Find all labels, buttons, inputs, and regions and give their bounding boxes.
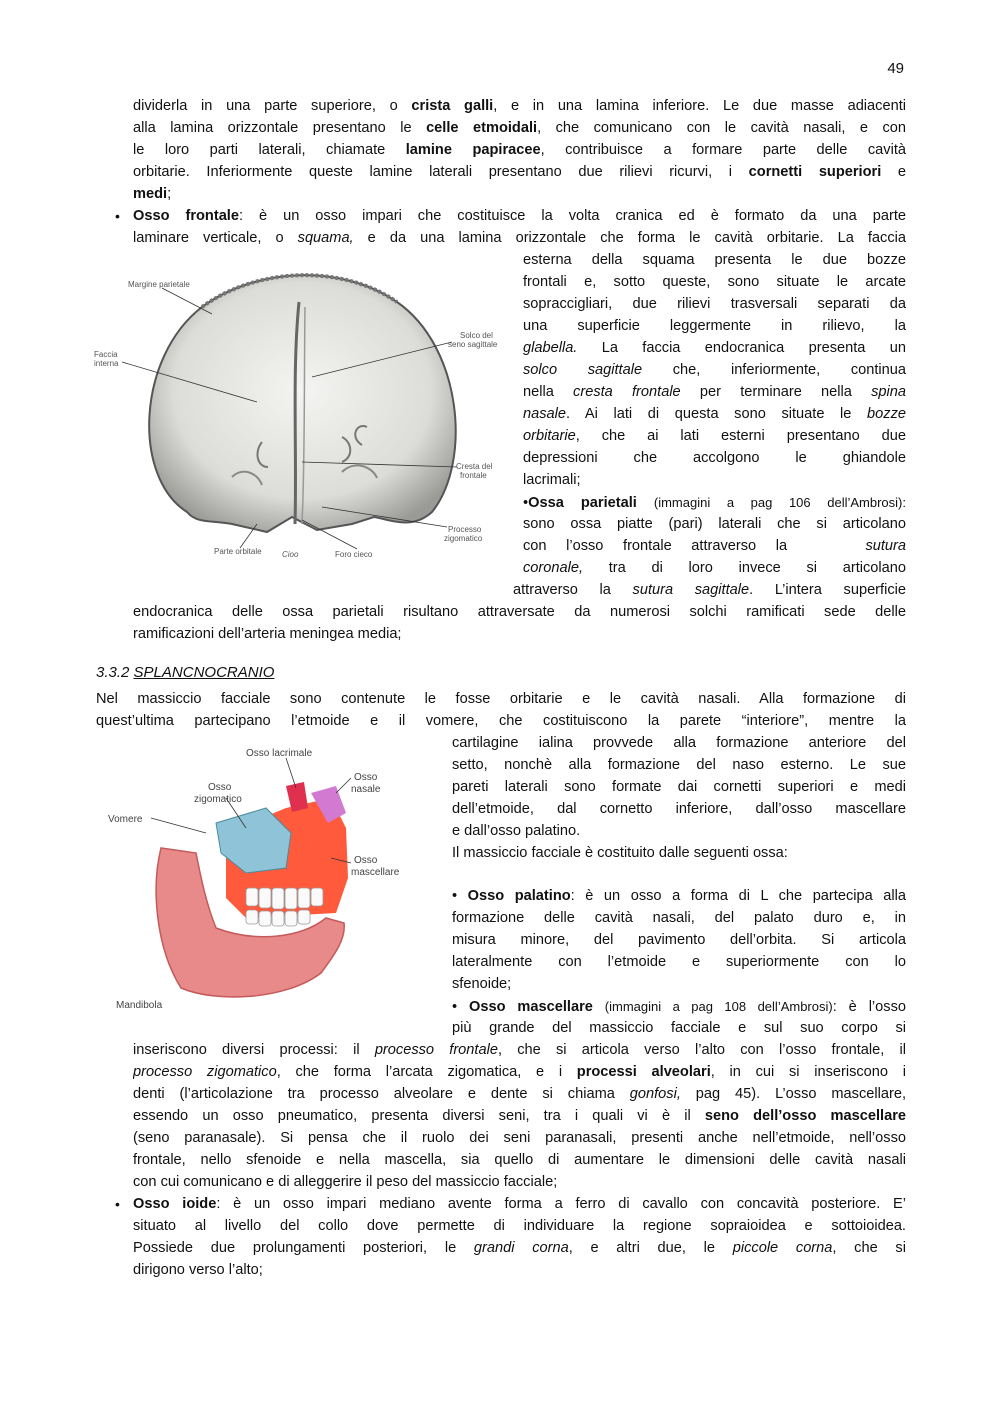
text-line: frontale, nello sfenoide e nella mascella, sia quello di aumentare le dimensioni delle cavità nasali (133, 1152, 906, 1168)
artist-signature: Cioo (282, 550, 299, 559)
text-line: una superficie leggermente in rilievo, la (523, 318, 906, 334)
text-line: solco sagittale che, inferiormente, continua (523, 362, 906, 378)
text-line: esterna della squama presenta le due bozze (523, 252, 906, 268)
text-line: processo zigomatico, che forma l’arcata zigomatica, e i processi alveolari, in cui si inseriscono i (133, 1064, 906, 1080)
text-line: depressioni che accolgono le ghiandole (523, 450, 906, 466)
label-zigomatico: zigomatico (194, 794, 242, 805)
text-line: glabella. La faccia endocranica presenta un (523, 340, 906, 356)
section-number: 3.3.2 (96, 664, 130, 681)
text-line: nella cresta frontale per terminare nella spina (523, 384, 906, 400)
page-number: 49 (887, 60, 904, 77)
text-line: Nel massiccio facciale sono contenute le fosse orbitarie e le cavità nasali. Alla formazione di (96, 691, 906, 707)
label-osso-masc: Osso (354, 855, 378, 866)
text-line: inseriscono diversi processi: il processo frontale, che si articola verso l’alto con l’osso frontale, il (133, 1042, 906, 1058)
label-zigomatico: zigomatico (444, 534, 483, 543)
text-line: frontali e, sotto queste, sono situate le arcate (523, 274, 906, 290)
text-line: (seno paranasale). Si pensa che il ruolo dei seni paranasali, presenti anche nell’etmoide, nell’osso (133, 1130, 906, 1146)
text-line: laminare verticale, o squama, e da una lamina orizzontale che forma le cavità orbitarie. La faccia (133, 230, 906, 246)
text-line: essendo un osso pneumatico, presenta diversi seni, tra i quali vi è il seno dell’osso mascellare (133, 1108, 906, 1124)
text-line: lacrimali; (523, 472, 581, 488)
facial-skull-figure (96, 738, 446, 1020)
label-cresta: Cresta del (456, 462, 493, 471)
frontal-bone-figure (92, 262, 512, 562)
text-line: quest’ultima partecipano l’etmoide e il vomere, che costituiscono la parete “interiore”, mentre la (96, 713, 906, 729)
text-line: •Ossa parietali (immagini a pag 106 dell’Ambrosi): (523, 495, 906, 511)
bullet-icon: • (115, 1196, 120, 1212)
text-line: ramificazioni dell’arteria meningea media; (133, 626, 402, 642)
text-line: denti (l’articolazione tra processo alveolare e dente si chiama gonfosi, pag 45). L’osso mascellare, (133, 1086, 906, 1102)
label-mandibola: Mandibola (116, 1000, 163, 1011)
text-line: • Osso palatino: è un osso a forma di L che partecipa alla (452, 888, 906, 904)
text-line: le loro parti laterali, chiamate lamine papiracee, contribuisce a formare parte delle cavità (133, 142, 906, 158)
label-solco: Solco del (460, 331, 493, 340)
text-line: Possiede due prolungamenti posteriori, le grandi corna, e altri due, le piccole corna, che si (133, 1240, 906, 1256)
text-line: cartilagine ialina provvede alla formazione anteriore del (452, 735, 906, 751)
label-processo: Processo (448, 525, 482, 534)
label-nasale: nasale (351, 784, 381, 795)
label-frontale: frontale (460, 471, 487, 480)
label-mascellare: mascellare (351, 867, 400, 878)
label-interna: interna (94, 359, 119, 368)
label-osso-nasale: Osso (354, 772, 378, 783)
text-line: • Osso mascellare (immagini a pag 108 dell’Ambrosi): è l’osso (452, 999, 906, 1015)
text-line: situato al livello del collo dove permette di individuare la regione sopraioidea e sottoioidea. (133, 1218, 906, 1234)
text-line: misura minore, del pavimento dell’orbita. Si articola (452, 932, 906, 948)
text-line: dell’etmoide, dal cornetto inferiore, dall’osso mascellare (452, 801, 906, 817)
text-line: pareti laterali sono formate dai cornetti superiori e medi (452, 779, 906, 795)
text-line: più grande del massiccio facciale e sul suo corpo si (452, 1020, 906, 1036)
text-line: alla lamina orizzontale presentano le celle etmoidali, che comunicano con le cavità nasali, e con (133, 120, 906, 136)
text-line: orbitarie, che ai lati esterni presentano due (523, 428, 906, 444)
text-line: medi; (133, 186, 172, 202)
label-vomere: Vomere (108, 814, 143, 825)
text-line: Osso frontale: è un osso impari che costituisce la volta cranica ed è formato da una parte (133, 208, 906, 224)
label-parte-orbitale: Parte orbitale (214, 547, 262, 556)
label-seno-sagittale: seno sagittale (448, 340, 498, 349)
text-line: con l’osso frontale attraverso la sutura (523, 538, 906, 554)
label-margine-parietale: Margine parietale (128, 280, 190, 289)
text-line: sfenoide; (452, 976, 512, 992)
text-line: coronale, tra di loro invece si articolano (523, 560, 906, 576)
text-line: attraverso la sutura sagittale. L’intera superficie (513, 582, 906, 598)
text-line: sono ossa piatte (pari) laterali che si articolano (523, 516, 906, 532)
text-line: dirigono verso l’alto; (133, 1262, 263, 1278)
text-line: lateralmente con l’etmoide e superiormente con lo (452, 954, 906, 970)
text-line: e dall’osso palatino. (452, 823, 581, 839)
label-faccia: Faccia (94, 350, 118, 359)
text-line: formazione delle cavità nasali, del palato duro e, in (452, 910, 906, 926)
label-osso-zigo: Osso (208, 782, 232, 793)
text-line: endocranica delle ossa parietali risultano attraversate da numerosi solchi ramificati sede delle (133, 604, 906, 620)
text-line: Osso ioide: è un osso impari mediano avente forma a ferro di cavallo con concavità posteriore. E’ (133, 1196, 906, 1212)
text-line: nasale. Ai lati di questa sono situate le bozze (523, 406, 906, 422)
text-line: dividerla in una parte superiore, o crista galli, e in una lamina inferiore. Le due masse adiacenti (133, 98, 906, 114)
text-line: setto, nonchè alla formazione del naso esterno. Le sue (452, 757, 906, 773)
label-osso-lacrimale: Osso lacrimale (246, 748, 313, 759)
label-foro-cieco: Foro cieco (335, 550, 373, 559)
text-line: orbitarie. Inferiormente queste lamine laterali presentano due rilievi ricurvi, i cornetti superiori e (133, 164, 906, 180)
section-title: SPLANCNOCRANIO (133, 664, 275, 681)
bullet-icon: • (115, 208, 120, 224)
text-line: con cui comunicano e di alleggerire il peso del massiccio facciale; (133, 1174, 558, 1190)
section-heading (96, 664, 274, 681)
text-line: Il massiccio facciale è costituito dalle seguenti ossa: (452, 845, 788, 861)
text-line: sopraccigliari, due rilievi trasversali separati da (523, 296, 906, 312)
